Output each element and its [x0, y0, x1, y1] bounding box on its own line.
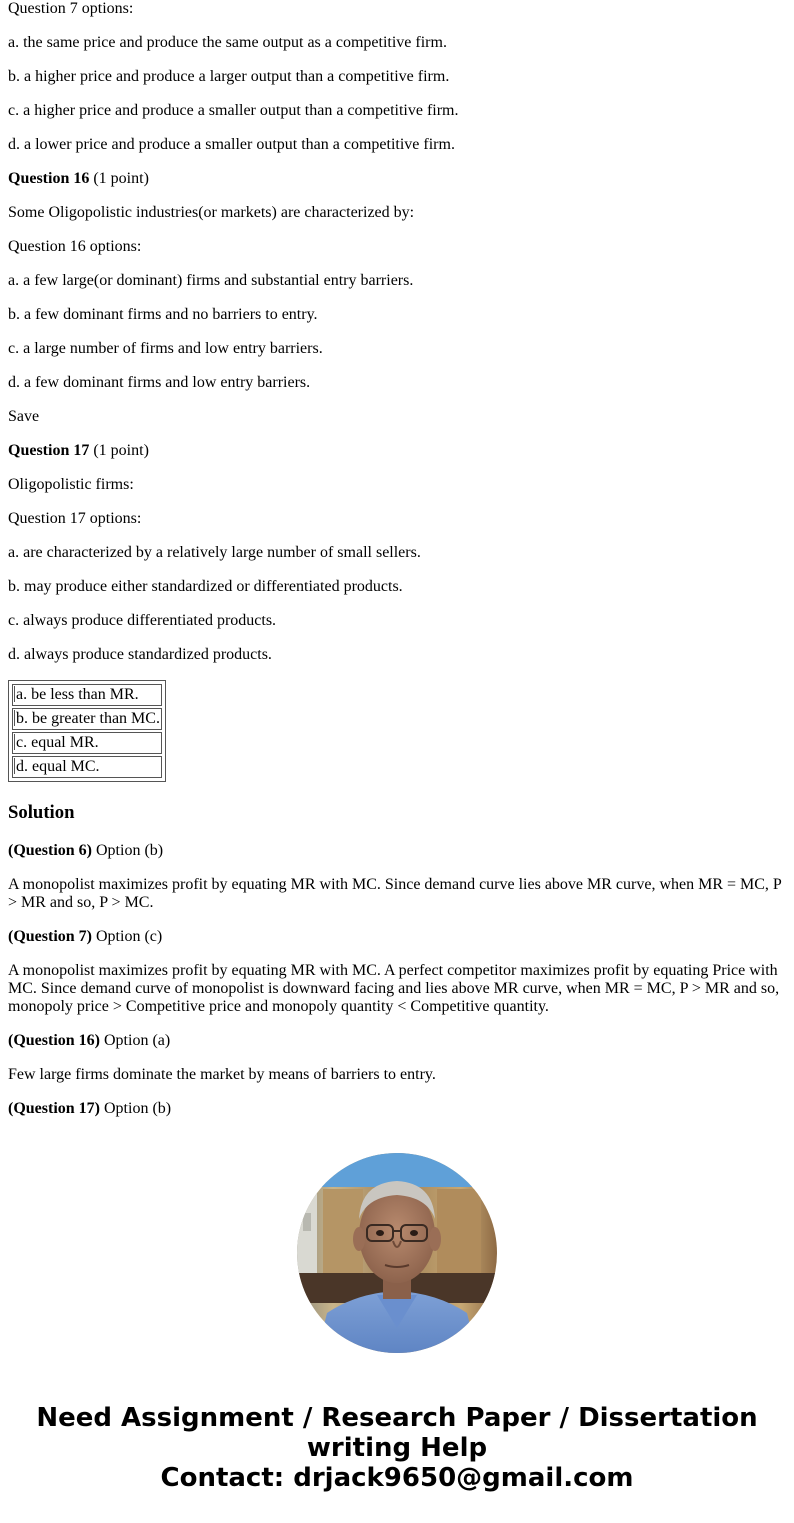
- q7-option-c: c. a higher price and produce a smaller output than a competitive firm.: [8, 102, 459, 119]
- table-cell: [12, 684, 162, 706]
- footer-line-1: Need Assignment / Research Paper / Dissertation: [36, 1403, 758, 1433]
- footer-line-2: writing Help: [306, 1433, 488, 1463]
- q17-title: Question 17: [8, 442, 90, 459]
- table-option-b: b. be greater than MC.: [16, 710, 160, 727]
- solution-q17-label: (Question 17): [8, 1100, 100, 1117]
- author-avatar: [297, 1153, 497, 1353]
- solution-q16-answer: [8, 1032, 786, 1050]
- table-option-a: a. be less than MR.: [16, 686, 139, 703]
- cell-divider: [14, 734, 15, 750]
- q16-header: [8, 170, 786, 188]
- save-text: Save: [8, 408, 40, 425]
- q7-option-b: b. a higher price and produce a larger output than a competitive firm.: [8, 68, 450, 85]
- table-row: [12, 684, 162, 706]
- q17-option-b: b. may produce either standardized or differentiated products.: [8, 578, 403, 595]
- q16-option-c: c. a large number of firms and low entry barriers.: [8, 340, 323, 357]
- q16-option-b: b. a few dominant firms and no barriers to entry.: [8, 306, 318, 323]
- solution-q7-answer: [8, 928, 786, 946]
- author-portrait-icon: [297, 1153, 497, 1353]
- solution-q17-option: Option (b): [100, 1100, 172, 1117]
- q17-points: (1 point): [89, 442, 149, 459]
- q16-option-d: d. a few dominant firms and low entry barriers.: [8, 374, 311, 391]
- options-table: [8, 680, 166, 782]
- solution-q7-option: Option (c): [92, 928, 163, 945]
- q17-options-heading: Question 17 options:: [8, 510, 142, 527]
- table-row: [12, 708, 162, 730]
- solution-heading: Solution: [8, 802, 75, 823]
- table-option-c: c. equal MR.: [16, 734, 99, 751]
- solution-q6-explanation: A monopolist maximizes profit by equating MR with MC. Since demand curve lies above MR curve, when MR = MC, P > MR and so, P > MC.: [8, 876, 782, 911]
- solution-q16-explanation: Few large firms dominate the market by means of barriers to entry.: [8, 1066, 436, 1083]
- q16-points: (1 point): [89, 170, 149, 187]
- q7-option-d: d. a lower price and produce a smaller output than a competitive firm.: [8, 136, 455, 153]
- cell-divider: [14, 686, 15, 702]
- solution-q7-explanation: A monopolist maximizes profit by equating MR with MC. A perfect competitor maximizes profit by equating Price with MC. Since demand curve of monopolist is downward facing and lies above MR curve, when MR = MC, P > MR and so, monopoly price > Competitive price and monopoly quantity < Competitive quantity.: [8, 962, 780, 1015]
- solution-q6-option: Option (b): [92, 842, 164, 859]
- solution-q16-option: Option (a): [100, 1032, 171, 1049]
- table-row: [12, 756, 162, 778]
- table-cell: [12, 708, 162, 730]
- solution-q17-answer: [8, 1100, 786, 1118]
- table-row: [12, 732, 162, 754]
- q17-option-a: a. are characterized by a relatively large number of small sellers.: [8, 544, 421, 561]
- q17-option-d: d. always produce standardized products.: [8, 646, 272, 663]
- q7-option-a: a. the same price and produce the same output as a competitive firm.: [8, 34, 447, 51]
- solution-q6-answer: [8, 842, 786, 860]
- q16-option-a: a. a few large(or dominant) firms and substantial entry barriers.: [8, 272, 414, 289]
- q16-prompt: Some Oligopolistic industries(or markets) are characterized by:: [8, 204, 415, 221]
- table-cell: [12, 732, 162, 754]
- footer-banner: [0, 1403, 794, 1493]
- table-option-d: d. equal MC.: [16, 758, 100, 775]
- document-body: [8, 0, 786, 1134]
- solution-q6-label: (Question 6): [8, 842, 92, 859]
- q16-options-heading: Question 16 options:: [8, 238, 142, 255]
- q17-prompt: Oligopolistic firms:: [8, 476, 134, 493]
- q7-options-heading: Question 7 options:: [8, 0, 134, 17]
- solution-q16-label: (Question 16): [8, 1032, 100, 1049]
- cell-divider: [14, 758, 15, 774]
- footer-contact: Contact: drjack9650@gmail.com: [160, 1463, 634, 1493]
- cell-divider: [14, 710, 15, 726]
- q16-title: Question 16: [8, 170, 90, 187]
- q17-option-c: c. always produce differentiated products.: [8, 612, 277, 629]
- q17-header: [8, 442, 786, 460]
- table-cell: [12, 756, 162, 778]
- solution-q7-label: (Question 7): [8, 928, 92, 945]
